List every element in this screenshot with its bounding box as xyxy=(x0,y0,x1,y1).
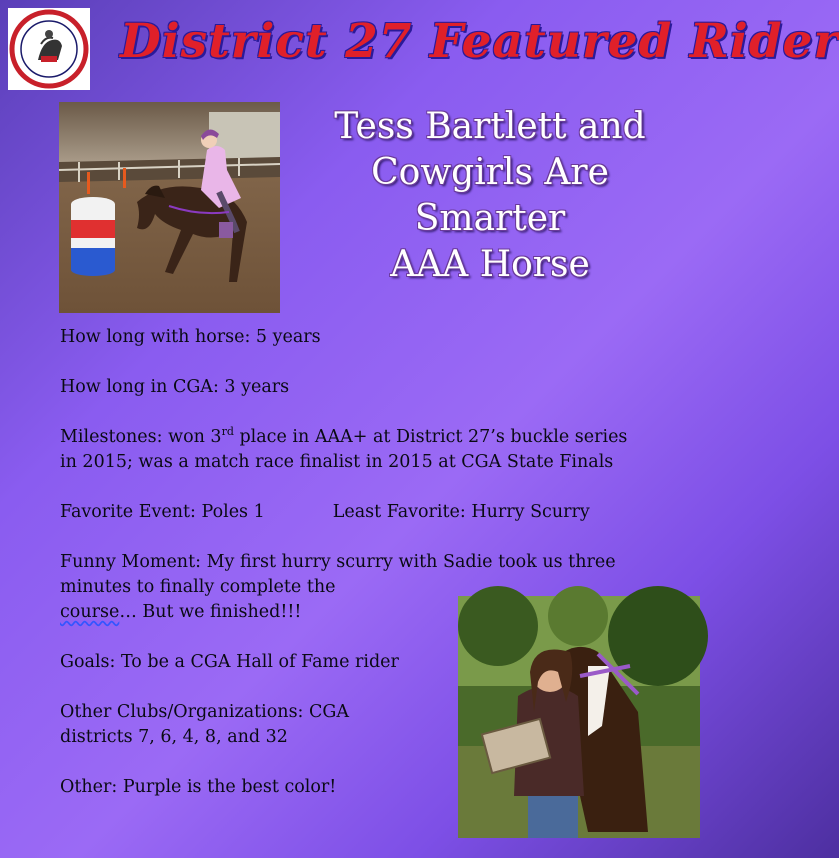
favorite-event: Favorite Event: Poles 1 xyxy=(60,502,265,522)
clubs-text: Other Clubs/Organizations: CGA xyxy=(60,702,350,722)
milestones-text: in 2015; was a match race finalist in 2015 at CGA State Finals xyxy=(60,452,614,472)
club-logo xyxy=(8,8,90,90)
page-title: District 27 Featured Rider xyxy=(120,14,839,69)
headline-line: Smarter xyxy=(414,198,566,239)
headline-line: Cowgirls Are xyxy=(371,152,609,193)
least-favorite-event: Least Favorite: Hurry Scurry xyxy=(332,502,590,522)
milestones xyxy=(60,425,680,475)
headline-line: Tess Bartlett and xyxy=(334,106,646,147)
headline-line: AAA Horse xyxy=(390,244,590,285)
goals: Goals: To be a CGA Hall of Fame rider xyxy=(60,652,399,672)
milestones-text: Milestones: won 3 xyxy=(60,427,222,447)
ordinal-suffix: rd xyxy=(221,425,234,439)
time-in-cga: How long in CGA: 3 years xyxy=(60,377,290,397)
favorites xyxy=(60,500,680,525)
funny-text: minutes to finally complete the xyxy=(60,577,336,597)
barrel-racing-photo xyxy=(59,102,280,313)
funny-text: Funny Moment: My first hurry scurry with Sadie took us three xyxy=(60,552,616,572)
other-note: Other: Purple is the best color! xyxy=(60,777,337,797)
rider-headline xyxy=(300,104,680,288)
rider-with-horse-photo xyxy=(458,596,700,838)
club-logo-image xyxy=(8,8,90,90)
clubs-text: districts 7, 6, 4, 8, and 32 xyxy=(60,727,288,747)
funny-text: … But we finished!!! xyxy=(119,602,302,622)
spellcheck-word: course xyxy=(60,602,120,622)
time-with-horse: How long with horse: 5 years xyxy=(60,327,321,347)
milestones-text: place in AAA+ at District 27’s buckle series xyxy=(233,427,628,447)
